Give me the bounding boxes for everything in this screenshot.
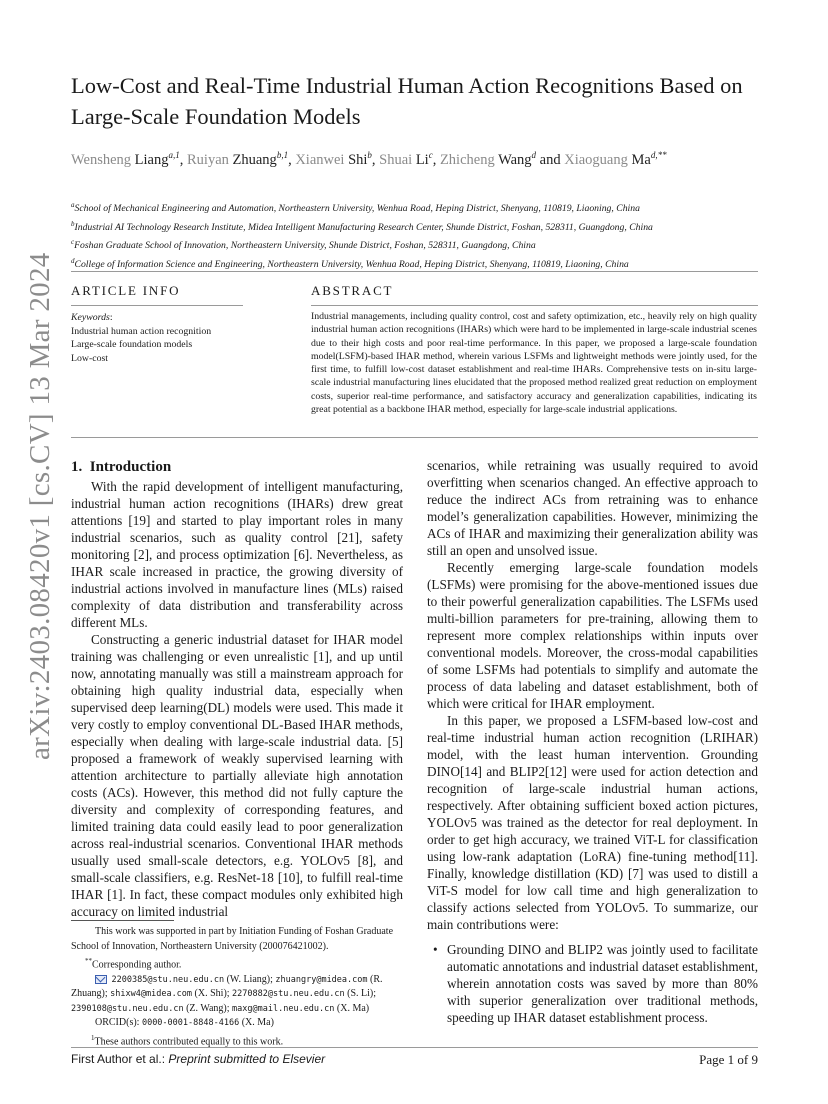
affiliation-text: College of Information Science and Engineering, Northeastern University, Wenhua Road, Heping District, Shenyang, 110819, Liaoning, China [74, 258, 629, 270]
right-column [427, 457, 758, 1026]
email-list: 2200385@stu.neu.edu.cn (W. Liang); zhuangry@midea.com (R. Zhuang); shixw4@midea.com (X. Shi); 2270882@stu.neu.edu.cn (S. Li); 2390108@stu.neu.edu.cn (Z. Wang); maxg@mail.neu.edu.cn (X. Ma) [71, 973, 383, 1014]
keywords-block: Keywords: Industrial human action recognition Large-scale foundation models Low-cost [71, 311, 301, 365]
section-number: 1. [71, 459, 83, 475]
author-given-name: Xiaoguang [564, 151, 632, 168]
paragraph: In this paper, we proposed a LSFM-based low-cost and real-time industrial human action recognition (LRIHAR) model, with the least human intervention. Grounding DINO[14] and BLIP2[12] were used for action detection and recognition of large-scale industrial human actions, respectively. After obtaining sufficient boxed action pictures, YOLOv5 was trained as the detector for real deployment. In order to get high accuracy, we trained ViT-L for classification using low-rank adaptation (LoRA) fine-tuning method[11]. Finally, knowledge distillation (KD) [7] was used to distill a ViT-S model for low call time and high generalization to classify actions selected from YOLOv5. To summarize, our main contributions were: [427, 713, 758, 932]
author-mark: b,1 [276, 150, 289, 160]
equal-contribution-note: $^1$These authors contributed equally to this work. [91, 1033, 284, 1048]
author-family-name: Zhuang [232, 151, 277, 168]
info-divider [71, 305, 243, 306]
footnote-divider [71, 920, 174, 921]
abstract-text: Industrial managements, including quality control, cost and safety optimization, etc., heavily rely on high quality industrial human action recognitions (IHARs) which were hard to be implemented in large-scale industrial scenes due to their high costs and poor real-time performance. In this paper, we proposed a large-scale foundation model(LSFM)-based IHAR method, wherein various LSFMs and lightweight methods were jointly used, for the first time, to fulfill low-cost dataset establishment and real-time IHARs. Comprehensive tests on in-situ large-scale industrial manufacturing lines elucidated that the proposed method realized great reduction on employment costs, superior real-time performance, and satisfactory accuracy and generalization capabilities, indicating its great potential as a backbone IHAR method, especially for large-scale industrial applications. [311, 311, 757, 416]
affiliation-list [71, 198, 771, 272]
section-heading [71, 457, 403, 477]
author-family-name: Li [415, 151, 429, 168]
author-family-name: Wang [498, 151, 532, 168]
section-title: Introduction [89, 459, 172, 475]
keywords-label: Keywords [71, 312, 110, 323]
affiliation [71, 254, 771, 273]
author-name [71, 152, 180, 168]
top-divider [71, 271, 758, 272]
author-family-name: Liang [134, 151, 169, 168]
footer-author: First Author et al.: [71, 1052, 166, 1066]
author-given-name: Zhicheng [439, 151, 499, 168]
affiliation-text: Foshan Graduate School of Innovation, Northeastern University, Shunde District, Foshan, 528311, Guangdong, China [74, 240, 536, 252]
abstract-divider [311, 305, 758, 306]
abstract-heading: ABSTRACT [311, 283, 394, 298]
author-name [564, 152, 666, 168]
author-family-name: Shi [348, 151, 368, 168]
keyword-item: Large-scale foundation models [71, 339, 193, 350]
affiliation-text: School of Mechanical Engineering and Automation, Northeastern University, Wenhua Road, Heping District, Shenyang, 110819, Liaoning, China [74, 203, 640, 215]
email-link[interactable]: 2200385@stu.neu.edu.cn [111, 974, 225, 985]
affiliation [71, 198, 771, 217]
paragraph: With the rapid development of intelligent manufacturing, industrial human action recognitions (IHARs) drew great attentions [19] and started to play important roles in many industrial scenarios, such as quality control [21], safety monitoring [2], and process optimization [6]. Nevertheless, as IHAR scale increased in practice, the growing diversity of industrial actions involved in manufacture lines (MLs) raised complexity of data distribution and transferability across different MLs. [71, 479, 403, 630]
paragraph: Constructing a generic industrial dataset for IHAR model training was challenging or even unrealistic [1], and up until now, annotating manually was still a mainstream approach for obtaining high quality industrial data, especially when supervised deep learning(DL) models were used. This made it very costly to employ conventional DL-Based IHAR methods, especially when dealing with large-scale industrial data. [5] proposed a framework of weakly supervised learning with attention architecture to partially alleviate high annotation costs (ACs). However, this method did not fully capture the diversity and complexity of corresponding features, and limited training data could easily lead to poor generalization across real-industrial scenarios. Conventional IHAR methods usually used small-scale detectors, e.g. YOLOv5 [8], and small-scale classifiers, e.g. ResNet-18 [10], to fulfill real-time IHAR [1]. In fact, these compact modules only exhibited high accuracy on limited industrial [71, 632, 403, 919]
author-name [187, 152, 288, 168]
footnotes [71, 925, 406, 1050]
article-info-heading: ARTICLE INFO [71, 283, 181, 298]
author-list: Wensheng Liang$^{a,1}$, Ruiyan Zhuang$^{b,1}$, Xianwei Shi$^b$, Shuai Li$^c$, Zhicheng Wang$^d$ and Xiaoguang $Ma^{d,**}$ [71, 150, 667, 168]
author-name [440, 152, 536, 168]
abstract-bottom-divider [71, 437, 758, 438]
author-mark: c [428, 150, 433, 160]
affiliation-mark: d [71, 256, 75, 265]
paper-title: Low-Cost and Real-Time Industrial Human Action Recognitions Based on Large-Scale Foundation Models [71, 73, 743, 129]
paragraph: scenarios, while retraining was usually required to avoid overfitting when scenarios changed. An effective approach to reduce the indirect ACs from retraining was to enhance model’s generalization capabilities. However, minimizing the ACs of IHAR and maximizing their generalization ability was still an open and unsolved issue. [427, 458, 758, 558]
author-mark: a,1 [168, 150, 180, 160]
author-mark: b [367, 150, 372, 160]
affiliation [71, 235, 771, 254]
author-given-name: Shuai [379, 151, 416, 168]
arxiv-stamp: arXiv:2403.08420v1 [cs.CV] 13 Mar 2024 [24, 252, 56, 760]
author-name [295, 152, 372, 168]
paragraph: Recently emerging large-scale foundation models (LSFMs) were promising for the above-mentioned issues due to their powerful generalization capabilities. The LSFMs used multi-billion parameters for pre-training, allowing them to represent more complex relationships within inputs over conventional models. Moreover, the cross-modal capabilities of some LSFMs had potentials to simplify and automate the process of data labeling and dataset establishment, both of which were critical for IHAR employment. [427, 560, 758, 711]
author-given-name: Wensheng [71, 151, 135, 168]
email-link[interactable]: 2270882@stu.neu.edu.cn [232, 989, 345, 1000]
email-link[interactable]: 2390108@stu.neu.edu.cn [71, 1003, 184, 1014]
author-given-name: Ruiyan [187, 151, 233, 168]
affiliation-mark: a [71, 201, 75, 209]
author-mark: d [531, 150, 537, 160]
page-footer [71, 1052, 758, 1066]
email-link[interactable]: shixw4@midea.com [110, 989, 193, 1000]
funding-note: This work was supported in part by Initiation Funding of Foshan Graduate School of Innovation, Northeastern University (200076421002). [71, 926, 394, 952]
keyword-item: Industrial human action recognition [71, 325, 212, 337]
bullet-icon: • [433, 942, 438, 957]
author-name [379, 152, 433, 168]
left-column [71, 457, 403, 920]
author-family-name: Ma [631, 151, 651, 168]
email-link[interactable]: zhuangry@midea.com [275, 974, 368, 985]
envelope-icon [95, 975, 107, 984]
footer-note: Preprint submitted to Elsevier [168, 1052, 326, 1066]
author-mark: d,** [650, 150, 667, 160]
email-link[interactable]: maxg@mail.neu.edu.cn [232, 1003, 335, 1014]
contribution-bullet: • Grounding DINO and BLIP2 was jointly used to facilitate automatic annotations and industrial dataset establishment, wherein annotation costs was saved by more than 80% with superior generalization over traditional methods, speeding up IHAR dataset establishment process. [433, 942, 758, 1025]
affiliation [71, 217, 771, 236]
page-number: Page 1 of 9 [699, 1052, 758, 1067]
affiliation-mark: b [71, 219, 75, 228]
keyword-item: Low-cost [71, 352, 109, 364]
corresponding-note: **Corresponding author. [85, 957, 182, 971]
orcid-note: ORCID(s): 0000-0001-8848-4166 (X. Ma) [95, 1017, 274, 1029]
orcid-link[interactable]: 0000-0001-8848-4166 [141, 1018, 240, 1029]
affiliation-text: Industrial AI Technology Research Institute, Midea Intelligent Manufacturing Research Center, Shunde District, Foshan, 528311, Guangdong, China [74, 221, 653, 233]
footer-divider [71, 1047, 758, 1048]
affiliation-mark: c [71, 238, 75, 247]
author-given-name: Xianwei [295, 151, 349, 168]
